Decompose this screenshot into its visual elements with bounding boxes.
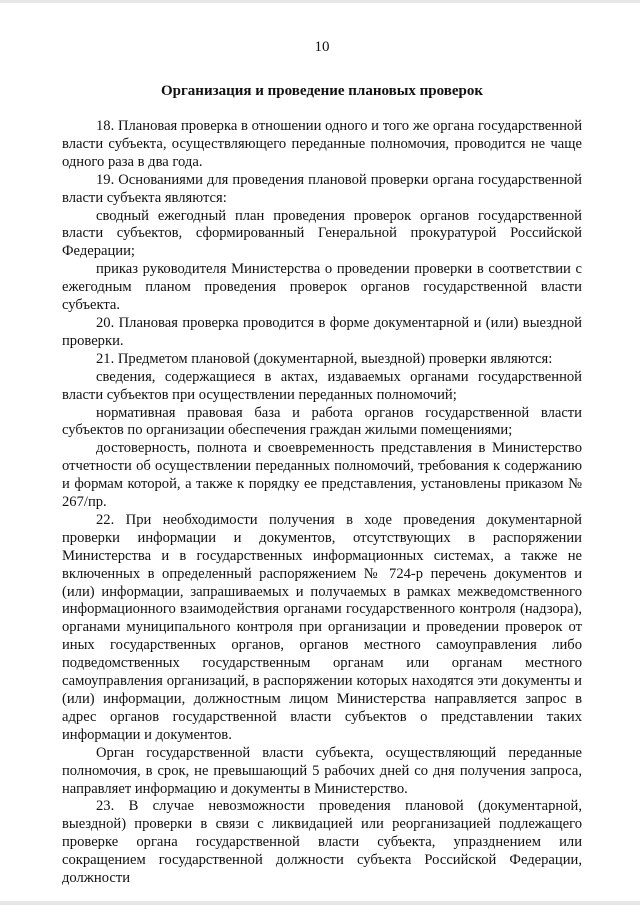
paragraph-21-item-2: нормативная правовая база и работа органов государственной власти субъектов по организации обеспечения граждан жилыми помещениями; — [62, 404, 582, 439]
paragraph-19-item-1: сводный ежегодный план проведения проверок органов государственной власти субъектов, сформированный Генеральной прокуратурой Российской Федерации; — [62, 207, 582, 260]
paragraph-23: 23. В случае невозможности проведения плановой (документарной, выездной) проверки в связи с ликвидацией или реорганизацией подлежащего проверке органа государственной власти субъекта, упразднением или сокращением государственной должности субъекта Российской Федерации, должности — [62, 798, 582, 887]
paragraph-19: 19. Основаниями для проведения плановой проверки органа государственной власти субъекта являются: — [62, 171, 582, 206]
paragraph-20: 20. Плановая проверка проводится в форме документарной и (или) выездной проверки. — [62, 314, 582, 349]
paragraph-22-continuation: Орган государственной власти субъекта, осуществляющий переданные полномочия, в срок, не превышающий 5 рабочих дней со дня получения запроса, направляет информацию и документы в Министерство. — [62, 744, 582, 797]
scan-edge-bottom — [0, 901, 640, 905]
scan-edge-top — [0, 0, 640, 3]
page-number: 10 — [314, 39, 330, 55]
paragraph-19-item-2: приказ руководителя Министерства о проведении проверки в соответствии с ежегодным планом проведения проверок органов государственной власти субъекта. — [62, 261, 582, 314]
paragraph-21: 21. Предметом плановой (документарной, выездной) проверки являются: — [96, 350, 553, 367]
paragraph-21-item-3: достоверность, полнота и своевременность представления в Министерство отчетности об осуществлении переданных полномочий, требования к содержанию и формам которой, а также к порядку ее представления, установлены приказом № 267/пр. — [62, 440, 582, 511]
paragraph-21-item-1: сведения, содержащиеся в актах, издаваемых органами государственной власти субъектов при осуществлении переданных полномочий; — [62, 368, 582, 403]
paragraph-18: 18. Плановая проверка в отношении одного и того же органа государственной власти субъекта, осуществляющего переданные полномочия, проводится не чаще одного раза в два года. — [62, 118, 582, 170]
paragraph-22: 22. При необходимости получения в ходе проведения документарной проверки информации и документов, отсутствующих в распоряжении Министерства и в государственных информационных системах, а также не включенных в определенный распоряжением № 724-р перечень документов и (или) информации, запрашиваемых и получаемых в рамках межведомственного информационного взаимодействия органами государственного контроля (надзора), органами муниципального контроля при организации и проведении проверок от иных государственных органов, органов местного самоуправления либо подведомственных государственным органам или органам местного самоуправления организаций, в распоряжении которых находятся эти документы и (или) информации, должностным лицом Министерства направляется запрос в адрес органов государственной власти субъектов о представлении таких информации и документов. — [62, 511, 582, 743]
section-title: Организация и проведение плановых проверок — [160, 83, 484, 99]
